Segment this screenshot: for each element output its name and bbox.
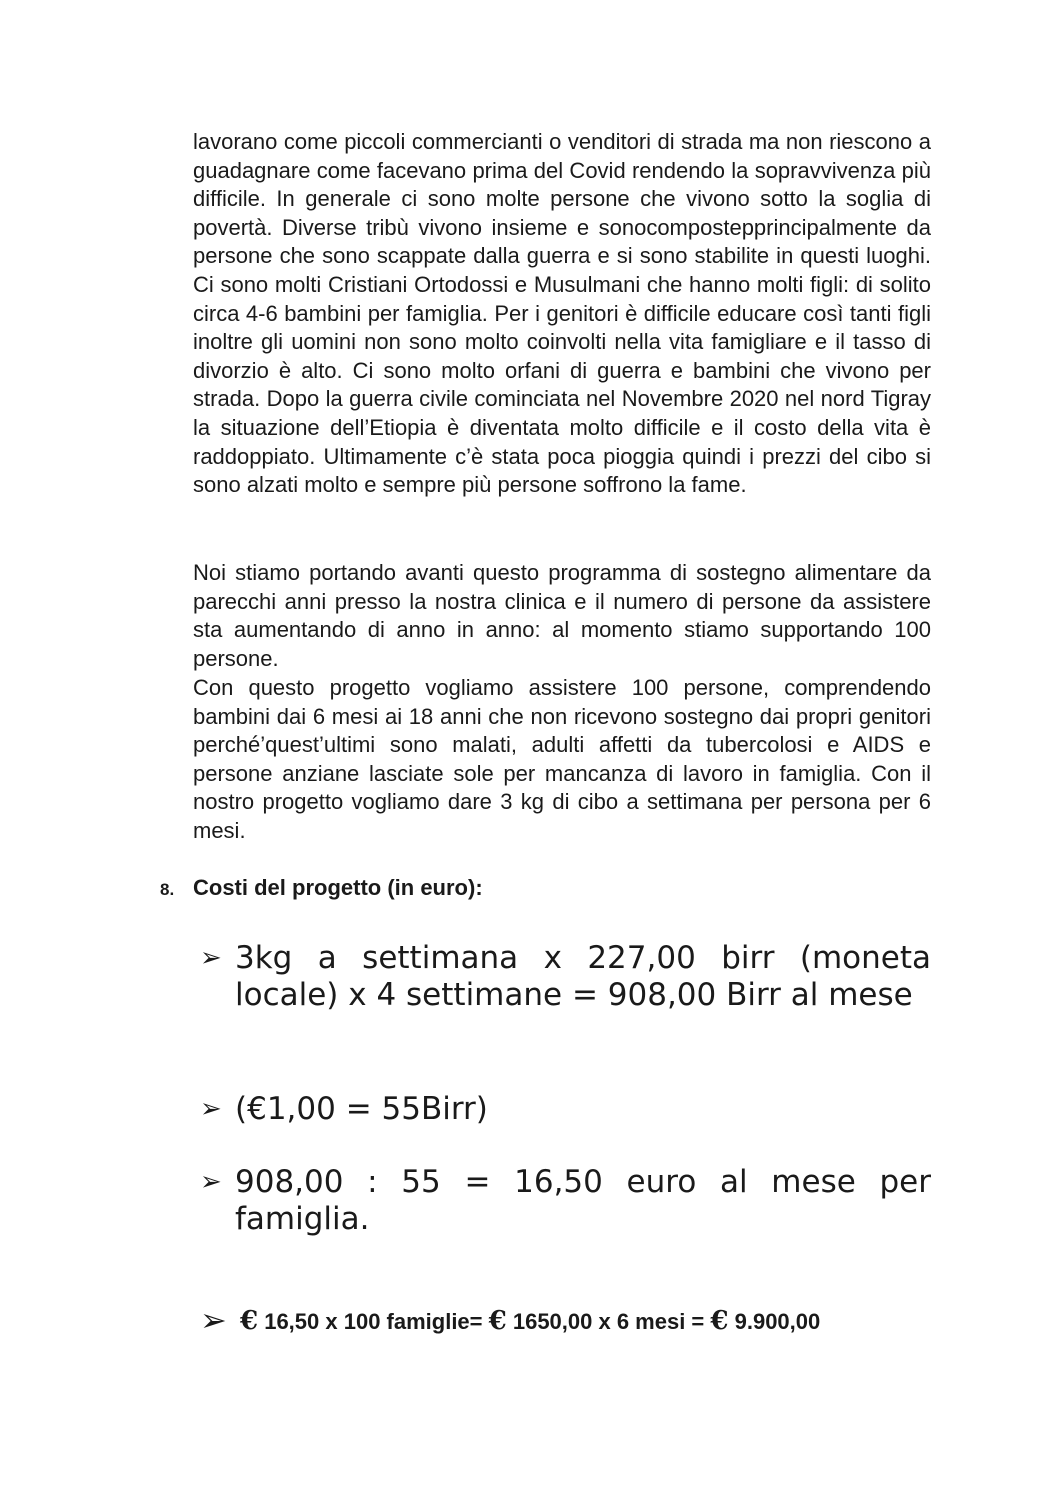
euro-sign: €: [710, 1306, 729, 1336]
body-paragraph-context: lavorano come piccoli commercianti o venditori di strada ma non riescono a guadagnare come facevano prima del Covid rendendo la sopravvivenza più difficile. In generale ci sono molte persone che vivono sotto la soglia di povertà. Diverse tribù vivono insieme e sonocompostepprincipalmente da persone che sono scappate dalla guerra e si sono stabilite in questi luoghi. Ci sono molti Cristiani Ortodossi e Musulmani che hanno molti figli: di solito circa 4-6 bambini per famiglia. Per i genitori è difficile educare così tanti figli inoltre gli uomini non sono molto coinvolti nella vita famigliare e il tasso di divorzio è alto. Ci sono molto orfani di guerra e bambini che vivono per strada. Dopo la guerra civile cominciata nel Novembre 2020 nel nord Tigray la situazione dell’Etiopia è diventata molto difficile e il costo della vita è raddoppiato. Ultimamente c’è stata poca pioggia quindi i prezzi del cibo si sono alzati molto e sempre più persone soffrono la fame.: [193, 129, 931, 498]
bullet-text: 908,00 : 55 = 16,50 euro al mese per famiglia.: [235, 1164, 931, 1237]
cost-bullet-monthly-birr: [200, 940, 931, 1014]
total-amount: 9.900,00: [728, 1309, 821, 1334]
euro-sign: €: [488, 1306, 507, 1336]
arrowhead-bullet-icon: ➢: [200, 1301, 227, 1339]
body-paragraph-project: Con questo progetto vogliamo assistere 100 persone, comprendendo bambini dai 6 mesi ai 18 anni che non ricevono sostegno dai propri genitori perché’quest’ultimi sono malati, adulti affetti da tubercolosi e AIDS e persone anziane lasciate sole per mancanza di lavoro in famiglia. Con il nostro progetto vogliamo dare 3 kg di cibo a settimana per persona per 6 mesi.: [193, 675, 931, 843]
section-heading-costs: [160, 874, 483, 904]
total-part: 1650,00 x 6 mesi =: [506, 1309, 711, 1334]
arrowhead-bullet-icon: ➢: [200, 1167, 222, 1197]
section-number: 8.: [160, 880, 175, 899]
arrowhead-bullet-icon: ➢: [200, 1094, 222, 1124]
body-paragraph-program: Noi stiamo portando avanti questo programma di sostegno alimentare da parecchi anni presso la nostra clinica e il numero di persone da assistere sta aumentando di anno in anno: al momento stiamo supportando 100 persone.: [193, 560, 931, 671]
total-part: 16,50 x 100 famiglie=: [258, 1309, 489, 1334]
bullet-text: 3kg a settimana x 227,00 birr (moneta locale) x 4 settimane = 908,00 Birr al mese: [235, 940, 931, 1013]
section-title: Costi del progetto (in euro):: [193, 875, 483, 900]
arrowhead-bullet-icon: ➢: [200, 943, 222, 973]
bullet-text: (€1,00 = 55Birr): [235, 1091, 488, 1127]
cost-total-line: [200, 1300, 820, 1342]
cost-bullet-exchange-rate: [200, 1091, 931, 1128]
cost-bullet-monthly-euro: [200, 1164, 931, 1238]
euro-sign: €: [240, 1306, 259, 1336]
